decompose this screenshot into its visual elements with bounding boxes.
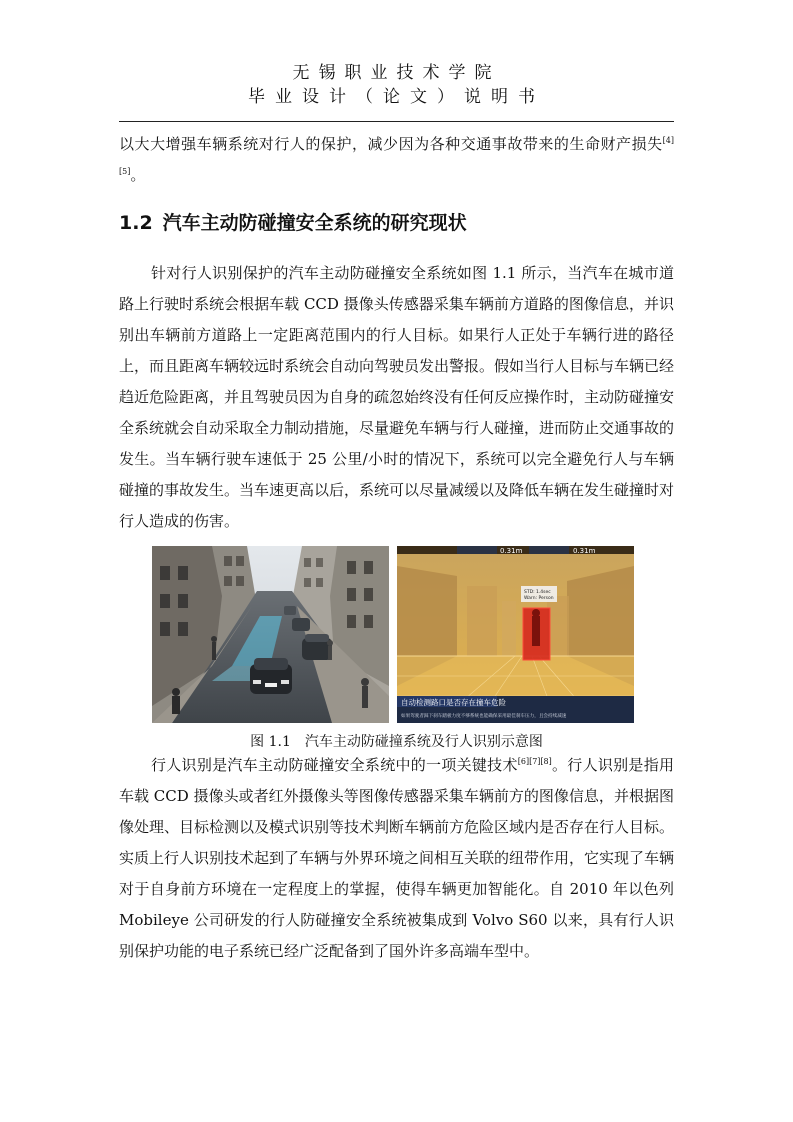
hud-detection-illustration <box>397 546 634 723</box>
section-title: 汽车主动防碰撞安全系统的研究现状 <box>162 212 467 234</box>
figure-caption: 图 1.1 汽车主动防碰撞系统及行人识别示意图 <box>250 734 543 750</box>
paragraph-text: 以大大增强车辆系统对行人的保护，减少因为各种交通事故带来的生命财产损失 <box>119 135 663 153</box>
paragraph-tail: 。 <box>130 166 146 184</box>
paragraph-text-a: 行人识别是汽车主动防碰撞安全系统中的一项关键技术 <box>151 756 518 774</box>
paragraph-pedestrian-recognition <box>119 750 674 967</box>
header-school-name: 无锡职业技术学院 <box>292 63 501 83</box>
citation-ref-2: [6][7][8] <box>517 757 552 766</box>
hud-alert-text: 自动检测路口是否存在撞车危险 <box>401 698 506 707</box>
figure-street-scene <box>152 546 389 723</box>
hud-tag-label: STD: 1.4sec <box>524 590 551 595</box>
citation-ref: [4][5] <box>119 136 674 176</box>
paragraph-text-b: 。行人识别是指用车载 CCD 摄像头或者红外摄像头等图像传感器采集车辆前方的图像信息，并根据图像处理、目标检测以及模式识别等技术判断车辆前方危险区域内是否存在行人目标。实质上行人识别技术起到了车辆与外界环境之间相互关联的纽带作用，它实现了车辆对于自身前方环境在一定程度上的掌握，使得车辆更加智能化。自 2010 年以色列 Mobileye 公司研发的行人防碰撞安全系统被集成到 Volvo S60 以来，具有行人识别保护功能的电子系统已经广泛配备到了国外许多高端车型中。 <box>119 756 675 960</box>
header-document-type: 毕业设计（论文）说明书 <box>248 87 545 107</box>
section-heading <box>119 208 467 235</box>
paragraph-system-description: 针对行人识别保护的汽车主动防碰撞安全系统如图 1.1 所示，当汽车在城市道路上行驶时系统会根据车载 CCD 摄像头传感器采集车辆前方道路的图像信息，并识别出车辆前方道路上一定距离范围内的行人目标。如果行人正处于车辆行进的路径上，而且距离车辆较远时系统会自动向驾驶员发出警报。假如当行人目标与车辆已经趋近危险距离，并且驾驶员因为自身的疏忽始终没有任何反应操作时，主动防碰撞安全系统就会自动采取全力制动措施，尽量避免车辆与行人碰撞，进而防止交通事故的发生。当车辆行驶车速低于 25 公里/小时的情况下，系统可以完全避免行人与车辆碰撞的事故发生。当车速更高以后，系统可以尽量减缓以及降低车辆在发生碰撞时对行人造成的伤害。 <box>119 264 675 530</box>
figure-hud-detection <box>397 546 634 723</box>
section-number: 1.2 <box>119 212 153 234</box>
hud-tag-label-2: Warn: Person <box>524 596 554 601</box>
paragraph-continuation <box>119 129 674 191</box>
header-rule <box>119 121 674 122</box>
street-scene-illustration <box>152 546 389 723</box>
hud-distance-2: 0.31m <box>573 547 596 555</box>
hud-subtitle-text: 如果驾驶者踩下刹车踏板力度不够系统也能确保采用最佳刹车压力，且会持续减速 <box>401 714 567 719</box>
hud-distance-1: 0.31m <box>500 547 523 555</box>
